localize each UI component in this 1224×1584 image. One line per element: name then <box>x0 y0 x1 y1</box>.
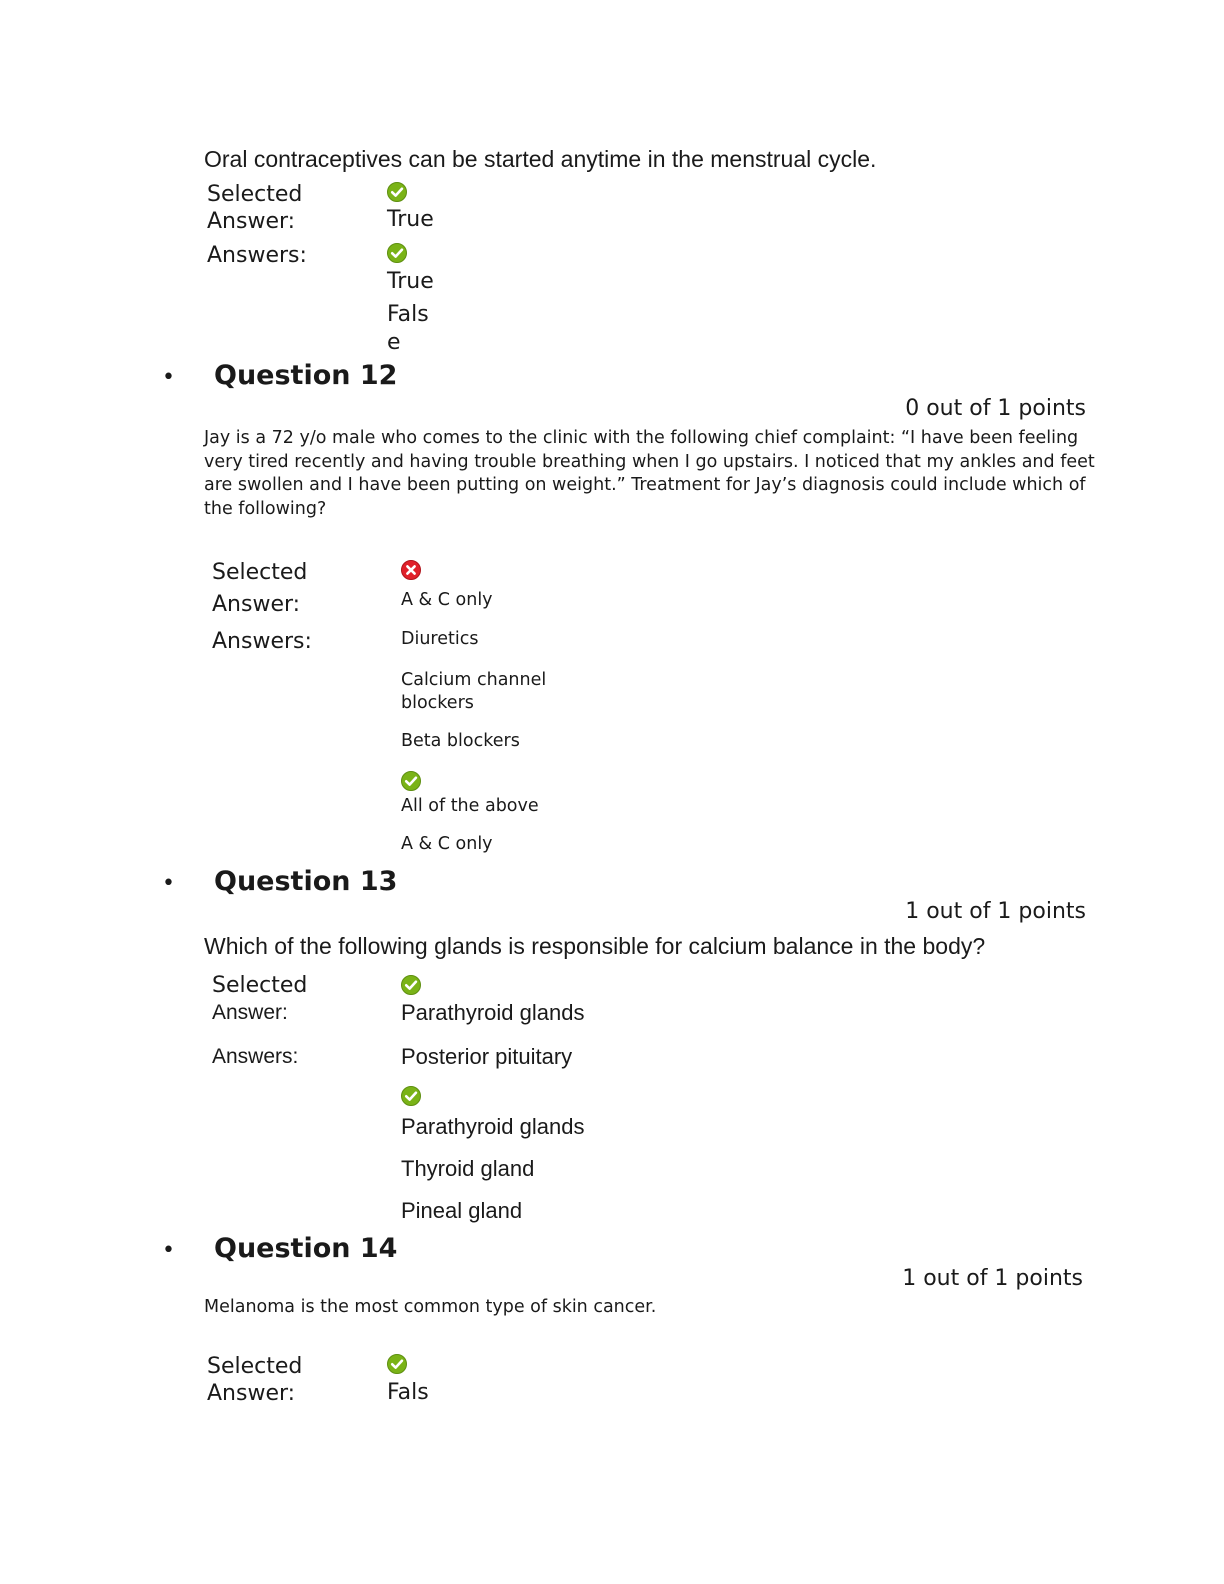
selected-answer-label <box>207 181 302 235</box>
question-11-text: Oral contraceptives can be started anytime in the menstrual cycle. <box>204 146 877 172</box>
check-circle-icon <box>387 182 407 202</box>
question-13-text: Which of the following glands is responsible for calcium balance in the body? <box>204 933 986 959</box>
q13-selected-answer: Parathyroid glands <box>401 1000 585 1025</box>
q13-answer-option: Parathyroid glands <box>401 1114 585 1139</box>
q11-answer-option: Fals <box>387 302 429 327</box>
q11-answer-option-wrap: e <box>387 330 401 355</box>
q12-answer-option: Diuretics <box>401 629 479 649</box>
q12-answer-option: A & C only <box>401 834 493 854</box>
answer-label-line2: Answer: <box>212 1001 288 1024</box>
x-circle-icon <box>401 560 421 580</box>
answer-label-line2: Answer: <box>207 1381 296 1406</box>
answers-label: Answers: <box>207 243 307 268</box>
answers-label: Answers: <box>212 629 312 654</box>
q13-answer-option: Pineal gland <box>401 1198 523 1223</box>
check-circle-icon <box>401 975 421 995</box>
q12-answer-option-wrap: blockers <box>401 693 474 713</box>
question-12-title: Question 12 <box>214 360 398 391</box>
q13-answer-option: Posterior pituitary <box>401 1044 573 1069</box>
question-14-title: Question 14 <box>214 1233 398 1264</box>
answer-label-line2: Answer: <box>207 209 296 234</box>
check-circle-icon <box>401 771 421 791</box>
q12-answer-option: Beta blockers <box>401 731 520 751</box>
q12-answer-option: All of the above <box>401 796 539 816</box>
question-12-text: Jay is a 72 y/o male who comes to the clinic with the following chief complaint: “I have been feeling very tired recently and having trouble breathing when I go upstairs. I noticed that my ankles and feet are swollen and I have been putting on weight.” Treatment for Jay’s diagnosis could include which of the following? <box>204 428 1095 519</box>
question-13-title: Question 13 <box>214 866 398 897</box>
selected-label-line1: Selected <box>207 182 303 207</box>
q12-answer-option: Calcium channel <box>401 670 547 690</box>
q13-answer-option: Thyroid gland <box>401 1156 535 1181</box>
question-13-points: 1 out of 1 points <box>905 899 1086 924</box>
selected-label-line1: Selected <box>207 1354 303 1379</box>
q12-selected-answer: A & C only <box>401 590 493 610</box>
bullet: • <box>162 1238 175 1263</box>
q11-answer-option: True <box>387 269 434 294</box>
q14-selected-answer: Fals <box>387 1380 429 1405</box>
selected-answer-label <box>212 972 307 1026</box>
question-12-points: 0 out of 1 points <box>905 396 1086 421</box>
answer-label-line2: Answer: <box>212 592 301 617</box>
selected-answer-label <box>207 1353 302 1407</box>
selected-label-line1: Selected <box>212 560 308 585</box>
question-14-text: Melanoma is the most common type of skin cancer. <box>204 1297 657 1317</box>
check-circle-icon <box>387 1354 407 1374</box>
answers-label: Answers: <box>212 1045 299 1068</box>
check-circle-icon <box>387 243 407 263</box>
selected-answer-label <box>212 557 307 621</box>
question-14-points: 1 out of 1 points <box>902 1266 1083 1291</box>
check-circle-icon <box>401 1086 421 1106</box>
q11-selected-answer: True <box>387 207 434 232</box>
bullet: • <box>162 365 175 390</box>
selected-label-line1: Selected <box>212 973 308 998</box>
bullet: • <box>162 871 175 896</box>
